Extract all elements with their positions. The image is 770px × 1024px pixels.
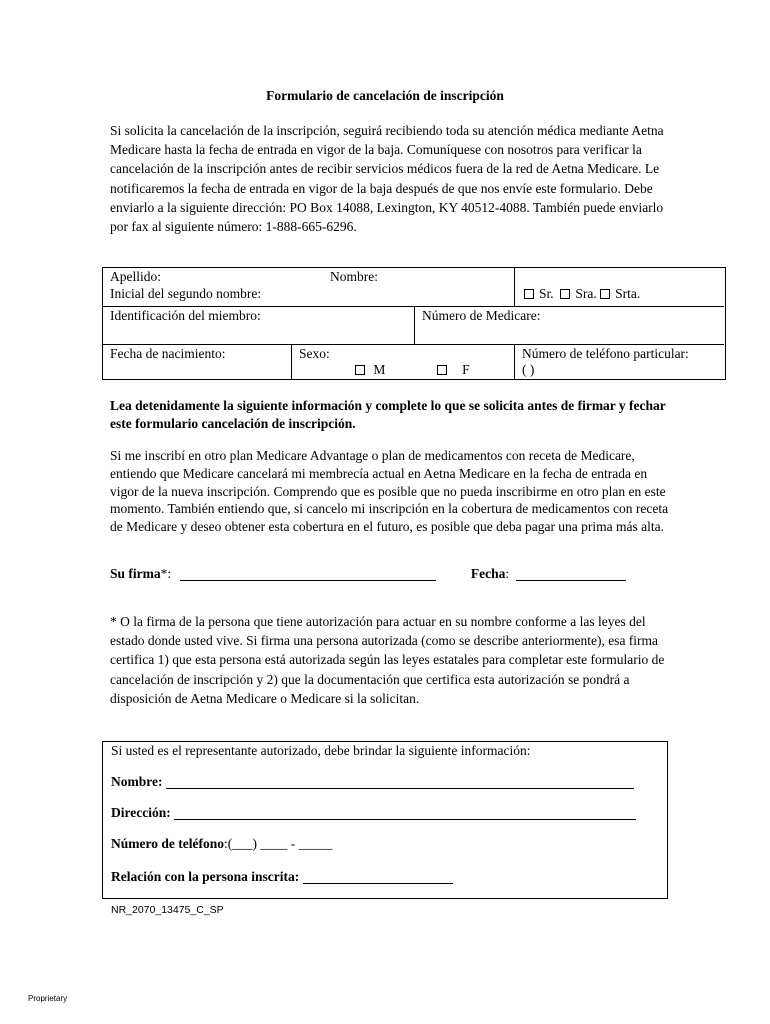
home-phone-label: Número de teléfono particular: bbox=[522, 346, 689, 361]
sex-male-option bbox=[355, 362, 385, 378]
table-divider bbox=[514, 268, 515, 306]
representative-box bbox=[102, 741, 668, 899]
mr-checkbox[interactable] bbox=[524, 289, 534, 299]
personal-info-table bbox=[102, 267, 726, 380]
rep-phone-row bbox=[111, 836, 332, 852]
medicare-number-label: Número de Medicare: bbox=[422, 308, 541, 323]
sex-label: Sexo: bbox=[299, 346, 330, 361]
mr-label: Sr. bbox=[539, 286, 554, 301]
date-label: Fecha bbox=[470, 566, 506, 581]
footnote-paragraph: * O la firma de la persona que tiene autorización para actuar en su nombre conforme a las leyes del estado donde usted vive. Si firma una persona autorizada (como se describe anteriormente), esa firma certifica 1) que esta persona está autorizada según las leyes estatales para completar este formulario de cancelación de inscripción y 2) que la documentación que certifica esta autorización se pondrá a disposición de Aetna Medicare o Medicare si la solicitan. bbox=[110, 614, 665, 706]
signature-suffix: *: bbox=[160, 566, 172, 581]
rep-name-label: Nombre: bbox=[111, 774, 163, 789]
rep-relation-field[interactable] bbox=[303, 869, 453, 884]
female-label: F bbox=[462, 362, 470, 377]
form-title: Formulario de cancelación de inscripción bbox=[266, 88, 504, 103]
table-divider bbox=[414, 306, 415, 344]
rep-phone-format[interactable]: :(___) ____ - _____ bbox=[223, 836, 333, 851]
rep-name-field[interactable] bbox=[166, 774, 634, 789]
rep-phone-label: Número de teléfono bbox=[111, 836, 224, 851]
rep-address-field[interactable] bbox=[174, 805, 636, 820]
rep-address-label: Dirección: bbox=[111, 805, 171, 820]
table-divider bbox=[103, 344, 724, 345]
signature-row bbox=[110, 566, 650, 582]
rep-address-row bbox=[111, 805, 636, 821]
intro-paragraph: Si solicita la cancelación de la inscripción, seguirá recibiendo toda su atención médica mediante Aetna Medicare hasta la fecha de entrada en vigor de la baja. Comuníquese con nosotros para verificar la cancelación de la inscripción antes de recibir servicios médicos fuera de la red de Aetna Medicare. Le notificaremos la fecha de entrada en vigor de la baja después de que nos envíe este formulario. Debe enviarlo a la siguiente dirección: PO Box 14088, Lexington, KY 40512-4088. También puede enviarlo por fax al siguiente número: 1-888-665-6296. bbox=[110, 123, 664, 235]
instruction-text: Lea detenidamente la siguiente información y complete lo que se solicita antes de firmar y fechar este formulario cancelación de inscripción. bbox=[110, 398, 666, 431]
rep-relation-row bbox=[111, 869, 453, 885]
last-name-label: Apellido: bbox=[110, 269, 161, 284]
rep-name-row bbox=[111, 774, 634, 790]
table-divider bbox=[514, 344, 515, 379]
form-code: NR_2070_13475_C_SP bbox=[111, 904, 224, 916]
male-label: M bbox=[373, 362, 386, 377]
rep-relation-label: Relación con la persona inscrita: bbox=[111, 869, 300, 884]
first-name-label: Nombre: bbox=[330, 269, 378, 284]
statement-paragraph: Si me inscribí en otro plan Medicare Advantage o plan de medicamentos con receta de Medicare, entiendo que Medicare cancelará mi membrecía actual en Aetna Medicare en la fecha de entrada en vigor de la nueva inscripción. Comprendo que es posible que no pueda inscribirme en otro plan en este momento. También entiendo que, si cancelo mi inscripción en la cobertura de medicamentos con receta de Medicare y deseo obtener esta cobertura en el futuro, es posible que deba pagar una prima más alta. bbox=[110, 448, 669, 535]
date-suffix: : bbox=[505, 566, 510, 581]
mrs-label: Sra. bbox=[575, 286, 597, 301]
title-options bbox=[524, 286, 640, 302]
birth-date-label: Fecha de nacimiento: bbox=[110, 346, 226, 361]
home-phone-paren: ( ) bbox=[522, 362, 535, 377]
miss-label: Srta. bbox=[615, 286, 641, 301]
female-checkbox[interactable] bbox=[437, 365, 447, 375]
signature-field[interactable] bbox=[180, 566, 436, 581]
middle-initial-label: Inicial del segundo nombre: bbox=[110, 286, 262, 301]
mrs-checkbox[interactable] bbox=[560, 289, 570, 299]
proprietary-footer: Proprietary bbox=[28, 994, 68, 1003]
representative-heading: Si usted es el representante autorizado, debe brindar la siguiente información: bbox=[111, 743, 531, 758]
date-field[interactable] bbox=[516, 566, 626, 581]
signature-label: Su firma bbox=[110, 566, 161, 581]
miss-checkbox[interactable] bbox=[600, 289, 610, 299]
table-divider bbox=[291, 344, 292, 379]
sex-female-option bbox=[437, 362, 470, 378]
male-checkbox[interactable] bbox=[355, 365, 365, 375]
member-id-label: Identificación del miembro: bbox=[110, 308, 261, 323]
